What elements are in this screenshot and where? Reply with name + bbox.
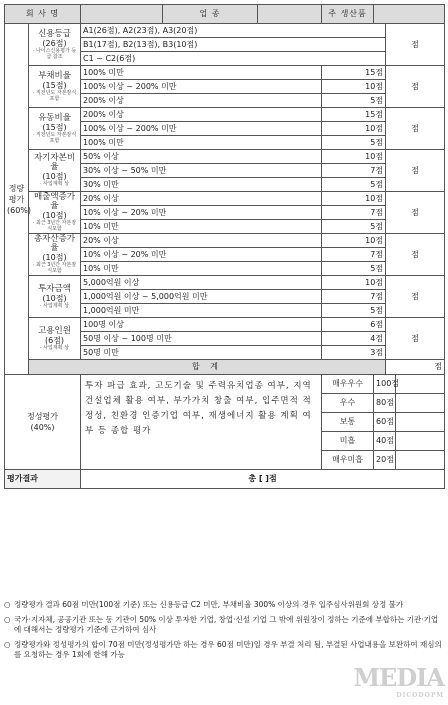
category-points: (10점) xyxy=(42,293,67,303)
evaluation-table xyxy=(4,4,445,489)
category-points: (15점) xyxy=(42,122,67,132)
score-input-cell[interactable]: 점 xyxy=(386,234,445,276)
category-cell xyxy=(29,192,81,234)
criteria-row xyxy=(5,24,445,38)
grade-check-cell[interactable] xyxy=(396,413,445,432)
category-name: 총자산증가율 xyxy=(33,234,76,253)
category-name: 유동비율 xyxy=(38,112,71,123)
criteria-points: 7점 xyxy=(322,206,386,220)
criteria-points: 3점 xyxy=(322,346,386,360)
criteria-points: 10점 xyxy=(322,234,386,248)
category-cell xyxy=(29,24,81,66)
category-note: · 최근 3년간 자본잠식포함 xyxy=(32,220,77,232)
criteria-points: 10점 xyxy=(322,122,386,136)
criteria-range: 10% 이상 ~ 20% 미만 xyxy=(81,206,322,220)
qualitative-label-cell xyxy=(5,375,81,470)
quantitative-group-label xyxy=(5,24,32,375)
category-cell xyxy=(29,108,81,150)
criteria-range: B1(17점), B2(13점), B3(10점) xyxy=(81,38,386,52)
footnote-bullet: ○ xyxy=(4,614,11,624)
footnote-bullet: ○ xyxy=(4,639,11,649)
qualitative-description: 투자 파급 효과, 고도기술 및 주력유치업종 여부, 지역 건설업체 활용 여부, 부가가치 창출 여부, 입주면적 적정성, 친환경 인증기업 여부, 재생에너지 활용 계획 여부 등 종합 평가 xyxy=(81,375,322,470)
criteria-points: 10점 xyxy=(322,150,386,164)
criteria-points: 7점 xyxy=(322,290,386,304)
footnote-text: 국가·지자체, 공공기관 또는 동 기관이 50% 이상 투자한 기업, 창업·신설 기업 그 밖에 위원장이 정하는 기준에 부합하는 기관·기업에 대해서는 정량평가 기준에 근거하여 심사 xyxy=(14,614,439,634)
product-header: 주 생산품 xyxy=(322,5,374,24)
category-note: · 사업계획 상 xyxy=(40,181,69,187)
category-points: (10점) xyxy=(42,211,67,220)
industry-value[interactable] xyxy=(258,5,322,24)
category-note: · 직전년도 자본잠식포함 xyxy=(32,131,77,144)
category-name: 투자금액 xyxy=(38,283,71,294)
criteria-range: 1,000억원 이상 ~ 5,000억원 미만 xyxy=(81,290,322,304)
grade-points: 100점 xyxy=(374,375,396,394)
category-cell xyxy=(29,150,81,192)
criteria-range: 30% 미만 xyxy=(81,178,322,192)
score-input-cell[interactable]: 점 xyxy=(386,150,445,192)
result-row xyxy=(5,470,445,489)
grade-points: 80점 xyxy=(374,394,396,413)
criteria-row xyxy=(5,66,445,80)
footnote xyxy=(4,600,442,611)
criteria-points: 5점 xyxy=(322,94,386,108)
watermark-logo: MEDIA DICODOPM xyxy=(353,663,444,699)
category-note: · 나이스신용평가 등급 참조 xyxy=(32,47,77,60)
category-cell xyxy=(29,276,81,318)
grade-name: 보통 xyxy=(322,413,374,432)
category-name: 신용등급 xyxy=(38,28,71,39)
criteria-points: 7점 xyxy=(322,248,386,262)
category-cell xyxy=(29,234,81,276)
criteria-range: 200% 이상 xyxy=(81,108,322,122)
grade-check-cell[interactable] xyxy=(396,451,445,470)
criteria-row xyxy=(5,192,445,206)
criteria-range: 10% 이상 ~ 20% 미만 xyxy=(81,248,322,262)
company-name-value[interactable] xyxy=(81,5,163,24)
criteria-range: 10% 미만 xyxy=(81,262,322,276)
product-value[interactable] xyxy=(374,5,445,24)
grade-name: 미흡 xyxy=(322,432,374,451)
grade-check-cell[interactable] xyxy=(396,432,445,451)
criteria-range: A1(26점), A2(23점), A3(20점) xyxy=(81,24,386,38)
footnote-text: 정량평가와 정성평가의 합이 70점 미만(정성평가만 하는 경우 60점 미만)일 경우 부결 처리 됨, 부결된 사업내용을 보완하여 재심의를 요청하는 경우 1회에 한해 가능 xyxy=(14,639,442,659)
footnote xyxy=(4,640,442,661)
criteria-points: 5점 xyxy=(322,136,386,150)
category-note: · 직전년도 자본잠식포함 xyxy=(32,89,77,102)
category-note: · 최근 3년간 자본잠식포함 xyxy=(32,262,77,274)
grade-check-cell[interactable] xyxy=(396,375,445,394)
criteria-range: 50명 이상 ~ 100명 미만 xyxy=(81,332,322,346)
criteria-points: 5점 xyxy=(322,304,386,318)
qualitative-label: 정성평가 xyxy=(27,412,58,421)
criteria-range: 20% 이상 xyxy=(81,192,322,206)
category-points: (26점) xyxy=(42,38,67,48)
company-name-header: 회 사 명 xyxy=(5,5,81,24)
category-points: (10점) xyxy=(42,253,67,262)
score-input-cell[interactable]: 점 xyxy=(386,318,445,360)
criteria-range: 20% 이상 xyxy=(81,234,322,248)
criteria-range: 100% 이상 ~ 200% 미만 xyxy=(81,122,322,136)
grade-check-cell[interactable] xyxy=(396,394,445,413)
footnotes xyxy=(4,600,442,665)
subtotal-row xyxy=(5,360,445,375)
subtotal-value[interactable]: 점 xyxy=(386,360,445,375)
criteria-row xyxy=(5,234,445,248)
criteria-row xyxy=(5,318,445,332)
category-name: 고용인원 xyxy=(38,325,71,336)
footnote-text: 정량평가 결과 60점 미만(100점 기준) 또는 신용등급 C2 미만, 부채비율 300% 이상의 경우 입주심사위원회 상정 불가 xyxy=(14,600,404,609)
criteria-points: 15점 xyxy=(322,66,386,80)
category-cell xyxy=(29,66,81,108)
criteria-range: 30% 이상 ~ 50% 미만 xyxy=(81,164,322,178)
grade-name: 매우우수 xyxy=(322,375,374,394)
criteria-points: 4점 xyxy=(322,332,386,346)
qualitative-weight: (40%) xyxy=(30,423,55,432)
criteria-row xyxy=(5,108,445,122)
criteria-range: C1 ~ C2(6점) xyxy=(81,52,386,66)
grade-points: 40점 xyxy=(374,432,396,451)
criteria-row xyxy=(5,150,445,164)
criteria-points: 10점 xyxy=(322,276,386,290)
criteria-range: 200% 이상 xyxy=(81,94,322,108)
score-input-cell[interactable]: 점 xyxy=(386,276,445,318)
industry-header: 업 종 xyxy=(163,5,258,24)
qualitative-row xyxy=(5,375,445,394)
criteria-range: 100% 미만 xyxy=(81,136,322,150)
result-label: 평가결과 xyxy=(5,470,81,489)
criteria-range: 5,000억원 이상 xyxy=(81,276,322,290)
category-name: 매출액증가율 xyxy=(33,192,76,211)
criteria-range: 100% 미만 xyxy=(81,66,322,80)
score-input-cell[interactable]: 점 xyxy=(386,108,445,150)
footnote-bullet: ○ xyxy=(4,600,11,609)
grade-name: 매우미흡 xyxy=(322,451,374,470)
subtotal-label: 합 계 xyxy=(29,360,386,375)
criteria-points: 6점 xyxy=(322,318,386,332)
score-input-cell[interactable]: 점 xyxy=(386,66,445,108)
criteria-points: 7점 xyxy=(322,164,386,178)
criteria-row xyxy=(5,276,445,290)
category-name: 부채비율 xyxy=(38,70,71,81)
criteria-range: 1,000억원 미만 xyxy=(81,304,322,318)
category-cell xyxy=(29,318,81,360)
category-note: · 사업계획 상 xyxy=(40,344,69,351)
criteria-range: 50명 미만 xyxy=(81,346,322,360)
footnote xyxy=(4,615,442,636)
grade-points: 20점 xyxy=(374,451,396,470)
category-name: 자기자본비율 xyxy=(33,153,76,172)
category-points: (15점) xyxy=(42,80,67,90)
criteria-points: 10점 xyxy=(322,192,386,206)
category-points: (6점) xyxy=(44,335,65,345)
criteria-points: 5점 xyxy=(322,220,386,234)
criteria-points: 10점 xyxy=(322,80,386,94)
criteria-points: 15점 xyxy=(322,108,386,122)
grade-points: 60점 xyxy=(374,413,396,432)
criteria-range: 50% 이상 xyxy=(81,150,322,164)
criteria-range: 100% 이상 ~ 200% 미만 xyxy=(81,80,322,94)
criteria-points: 5점 xyxy=(322,262,386,276)
score-input-cell[interactable]: 점 xyxy=(386,192,445,234)
result-value[interactable]: 총 [ ]점 xyxy=(81,470,445,489)
category-points: (10점) xyxy=(42,172,67,181)
header-row xyxy=(5,5,445,24)
criteria-range: 10% 미만 xyxy=(81,220,322,234)
criteria-points: 5점 xyxy=(322,178,386,192)
criteria-range: 100명 이상 xyxy=(81,318,322,332)
score-input-cell[interactable]: 점 xyxy=(386,24,445,66)
category-note: · 사업계획 상 xyxy=(40,302,69,309)
grade-name: 우수 xyxy=(322,394,374,413)
quantitative-label: 정량 평가 (60%) xyxy=(7,183,32,215)
